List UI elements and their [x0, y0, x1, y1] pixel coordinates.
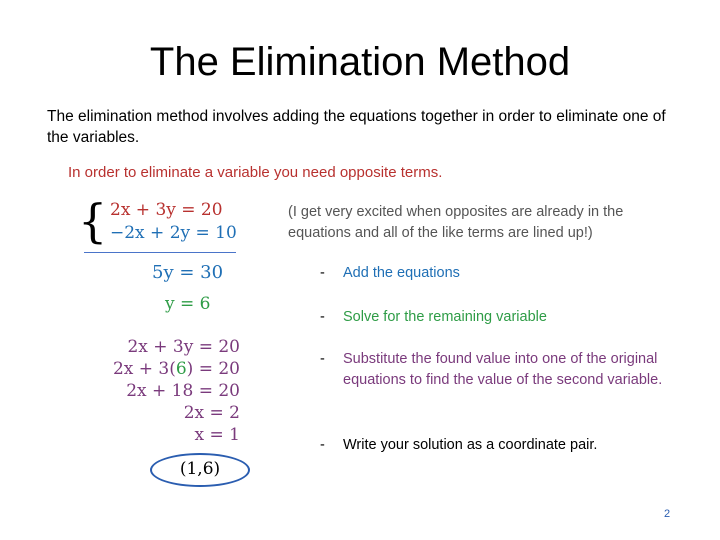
slide-title: The Elimination Method — [149, 40, 571, 84]
step-text: Substitute the found value into one of the original equations to find the value of the second variable. — [343, 351, 663, 388]
page-number: 2 — [664, 508, 671, 520]
step-dash: - — [320, 351, 325, 367]
substitution-line-2 — [100, 358, 240, 380]
excited-note: (I get very excited when opposites are already in the equations and all of the like terms are lined up!) — [288, 204, 624, 241]
sum-divider-line — [84, 252, 236, 253]
step-add-equations — [320, 263, 663, 284]
intro-text: The elimination method involves adding the equations together in order to eliminate one of the variables. — [47, 108, 666, 146]
opposite-terms-text: In order to eliminate a variable you need opposite terms. — [68, 164, 443, 181]
step-text: Solve for the remaining variable — [343, 309, 547, 325]
substituted-value: 6 — [175, 359, 187, 379]
step-write-solution — [320, 435, 663, 456]
equation-2: −2x + 2y = 10 — [110, 223, 237, 243]
step-text: Write your solution as a coordinate pair. — [343, 437, 598, 453]
substitution-line-4: 2x = 2 — [183, 403, 240, 423]
sum-equation: 5y = 30 — [152, 262, 224, 283]
substitution-line-3: 2x + 18 = 20 — [126, 381, 240, 401]
equation-1: 2x + 3y = 20 — [110, 200, 223, 220]
substitution-line-5: x = 1 — [194, 425, 240, 445]
answer-coordinate-pair: (1,6) — [179, 459, 221, 479]
y-solution: y = 6 — [165, 294, 211, 314]
step-substitute — [320, 349, 663, 391]
step-solve-variable — [320, 307, 663, 328]
substitution-line-1: 2x + 3y = 20 — [127, 337, 240, 357]
step-dash: - — [320, 265, 325, 281]
system-brace: { — [78, 194, 108, 248]
substitution-line-2-pre: 2x + 3( — [112, 359, 176, 379]
substitution-work — [100, 336, 240, 446]
step-dash: - — [320, 309, 325, 325]
substitution-line-2-post: ) = 20 — [186, 359, 240, 379]
step-dash: - — [320, 437, 325, 453]
step-text: Add the equations — [343, 265, 460, 281]
